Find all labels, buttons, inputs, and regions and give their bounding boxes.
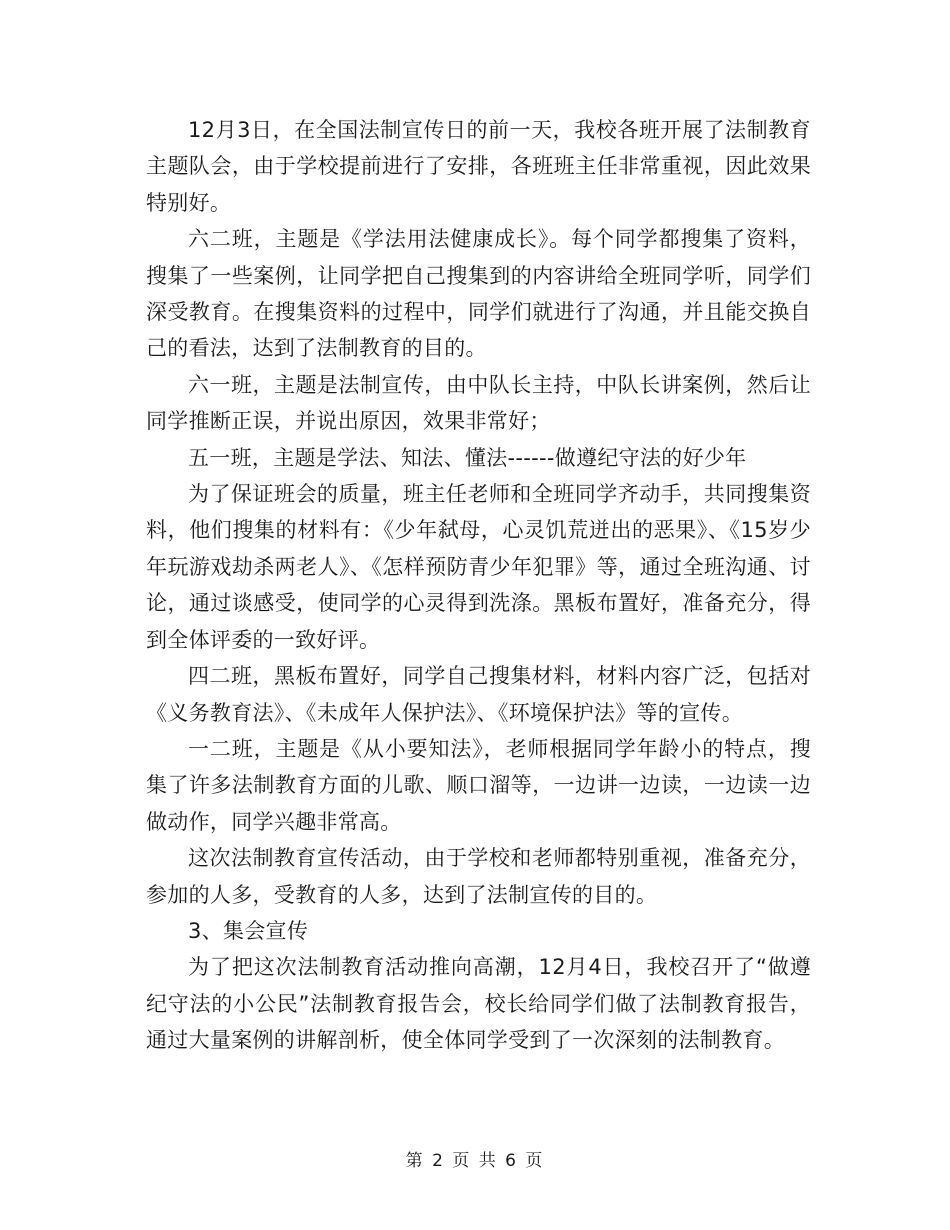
section-heading-assembly: 3、集会宣传 bbox=[188, 918, 309, 943]
paragraph-class-4-2: 四二班，黑板布置好，同学自己搜集材料，材料内容广泛，包括对《义务教育法》、《未成年人保护法》、《环境保护法》等的宣传。 bbox=[146, 664, 811, 725]
paragraph-class-1-2: 一二班，主题是《从小要知法》，老师根据同学年龄小的特点，搜集了许多法制教育方面的儿歌、顺口溜等，一边讲一边读，一边读一边做动作，同学兴趣非常高。 bbox=[146, 736, 811, 834]
paragraph-class-6-2: 六二班，主题是《学法用法健康成长》。每个同学都搜集了资料，搜集了一些案例，让同学把自己搜集到的内容讲给全班同学听，同学们深受教育。在搜集资料的过程中，同学们就进行了沟通，并且能交换自己的看法，达到了法制教育的目的。 bbox=[146, 227, 811, 361]
document-body bbox=[146, 112, 811, 1059]
paragraph-assembly: 为了把这次法制教育活动推向高潮，12月4日，我校召开了“做遵纪守法的小公民”法制教育报告会，校长给同学们做了法制教育报告，通过大量案例的讲解剖析，使全体同学受到了一次深刻的法制教育。 bbox=[146, 955, 811, 1053]
paragraph-class-5-1-details: 为了保证班会的质量，班主任老师和全班同学齐动手，共同搜集资料，他们搜集的材料有：《少年弑母，心灵饥荒迸出的恶果》、《15岁少年玩游戏劫杀两老人》、《怎样预防青少年犯罪》等，通过全班沟通、讨论，通过谈感受，使同学的心灵得到洗涤。黑板布置好，准备充分，得到全体评委的一致好评。 bbox=[146, 482, 811, 652]
paragraph-class-6-1: 六一班，主题是法制宣传，由中队长主持，中队长讲案例，然后让同学推断正误，并说出原因，效果非常好； bbox=[146, 372, 811, 434]
paragraph-intro: 12月3日，在全国法制宣传日的前一天，我校各班开展了法制教育主题队会，由于学校提前进行了安排，各班班主任非常重视，因此效果特别好。 bbox=[146, 118, 811, 215]
paragraph-summary: 这次法制教育宣传活动，由于学校和老师都特别重视，准备充分，参加的人多，受教育的人多，达到了法制宣传的目的。 bbox=[146, 846, 811, 907]
page-number-footer: 第 2 页 共 6 页 bbox=[405, 1151, 545, 1171]
paragraph-class-5-1: 五一班，主题是学法、知法、懂法------做遵纪守法的好少年 bbox=[188, 445, 747, 470]
